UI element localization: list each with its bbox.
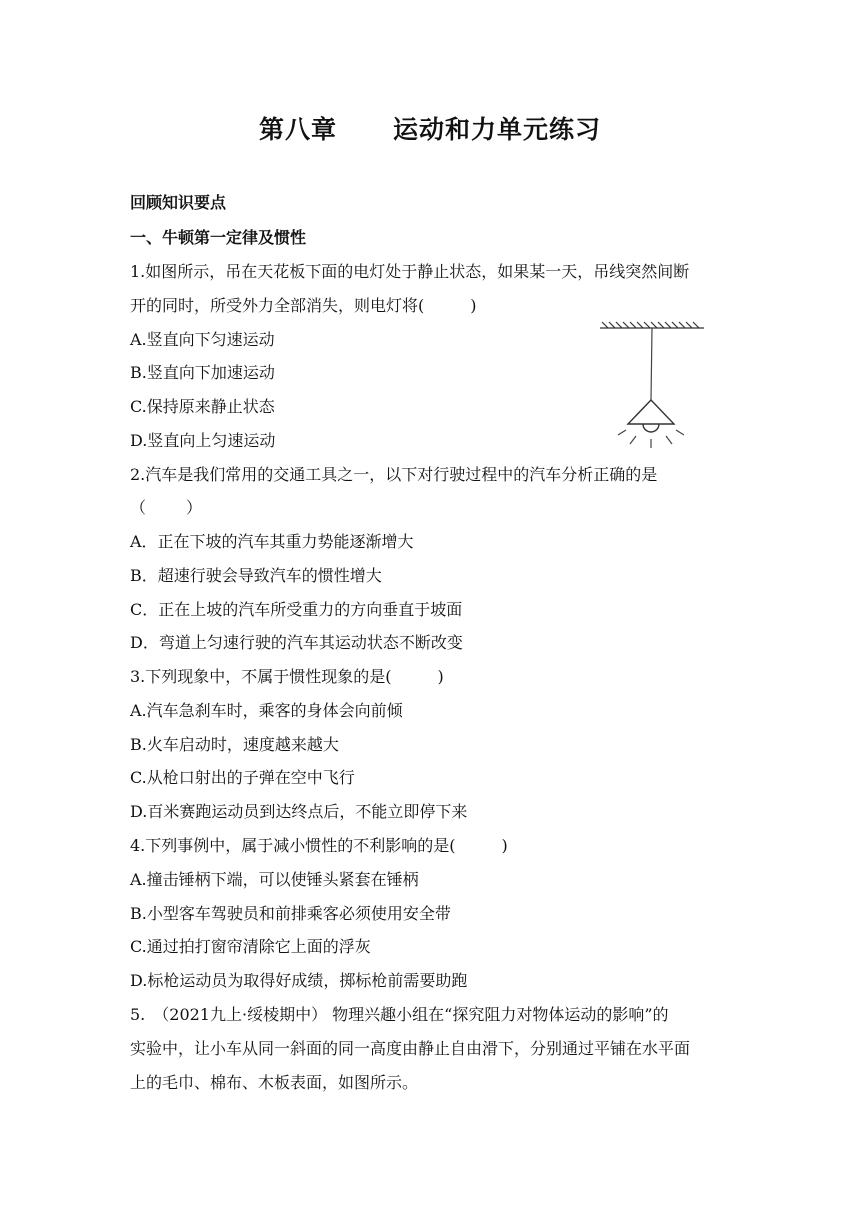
q5-stem-line2: 实验中，让小车从同一斜面的同一高度由静止自由滑下，分别通过平铺在水平面 — [130, 1039, 691, 1058]
q1-option-b: B.竖直向下加速运动 — [130, 363, 275, 382]
q2-stem-line2: （ ） — [130, 498, 203, 517]
lamp-cord — [651, 328, 652, 400]
light-rays-icon — [618, 430, 684, 448]
q3-option-b: B.火车启动时，速度越来越大 — [130, 735, 339, 754]
q1-stem-line2: 开的同时，所受外力全部消失，则电灯将( ) — [130, 296, 477, 315]
q4-stem: 4.下列事例中，属于减小惯性的不利影响的是( ) — [130, 836, 508, 855]
chapter-label: 第八章 — [258, 115, 337, 144]
lamp-shade-icon — [628, 400, 674, 424]
q2-option-a: A．正在下坡的汽车其重力势能逐渐增大 — [130, 532, 414, 551]
q2-option-b: B．超速行驶会导致汽车的惯性增大 — [130, 566, 382, 585]
q4-option-b: B.小型客车驾驶员和前排乘客必须使用安全带 — [130, 904, 451, 923]
section-1-heading: 一、牛顿第一定律及惯性 — [130, 228, 307, 247]
q2-option-c: C．正在上坡的汽车所受重力的方向垂直于坡面 — [130, 600, 463, 619]
q3-stem: 3.下列现象中，不属于惯性现象的是( ) — [130, 667, 444, 686]
q1-option-a: A.竖直向下匀速运动 — [130, 330, 275, 349]
q4-option-d: D.标枪运动员为取得好成绩，掷标枪前需要助跑 — [130, 971, 468, 990]
page-title — [0, 110, 860, 146]
q4-option-a: A.撞击锤柄下端，可以使锤头紧套在锤柄 — [130, 870, 419, 889]
section-review-heading: 回顾知识要点 — [130, 193, 227, 212]
q3-option-d: D.百米赛跑运动员到达终点后，不能立即停下来 — [130, 802, 468, 821]
ceiling-icon — [600, 322, 704, 328]
q3-option-a: A.汽车急刹车时，乘客的身体会向前倾 — [130, 701, 403, 720]
light-bulb-icon — [643, 424, 659, 432]
q1-option-c: C.保持原来静止状态 — [130, 397, 275, 416]
q2-option-d: D．弯道上匀速行驶的汽车其运动状态不断改变 — [130, 633, 463, 652]
q5-stem-line3: 上的毛巾、棉布、木板表面，如图所示。 — [130, 1073, 419, 1092]
chapter-name: 运动和力单元练习 — [393, 115, 602, 144]
q4-option-c: C.通过拍打窗帘清除它上面的浮灰 — [130, 937, 371, 956]
q2-stem-line1: 2.汽车是我们常用的交通工具之一，以下对行驶过程中的汽车分析正确的是 — [130, 465, 658, 484]
q5-stem-line1: 5. （2021九上·绥棱期中） 物理兴趣小组在“探究阻力对物体运动的影响”的 — [130, 1005, 669, 1024]
hanging-lamp-figure — [596, 318, 708, 450]
q1-option-d: D.竖直向上匀速运动 — [130, 431, 276, 450]
q3-option-c: C.从枪口射出的子弹在空中飞行 — [130, 768, 355, 787]
q1-stem-line1: 1.如图所示，吊在天花板下面的电灯处于静止状态，如果某一天，吊线突然间断 — [130, 262, 690, 281]
